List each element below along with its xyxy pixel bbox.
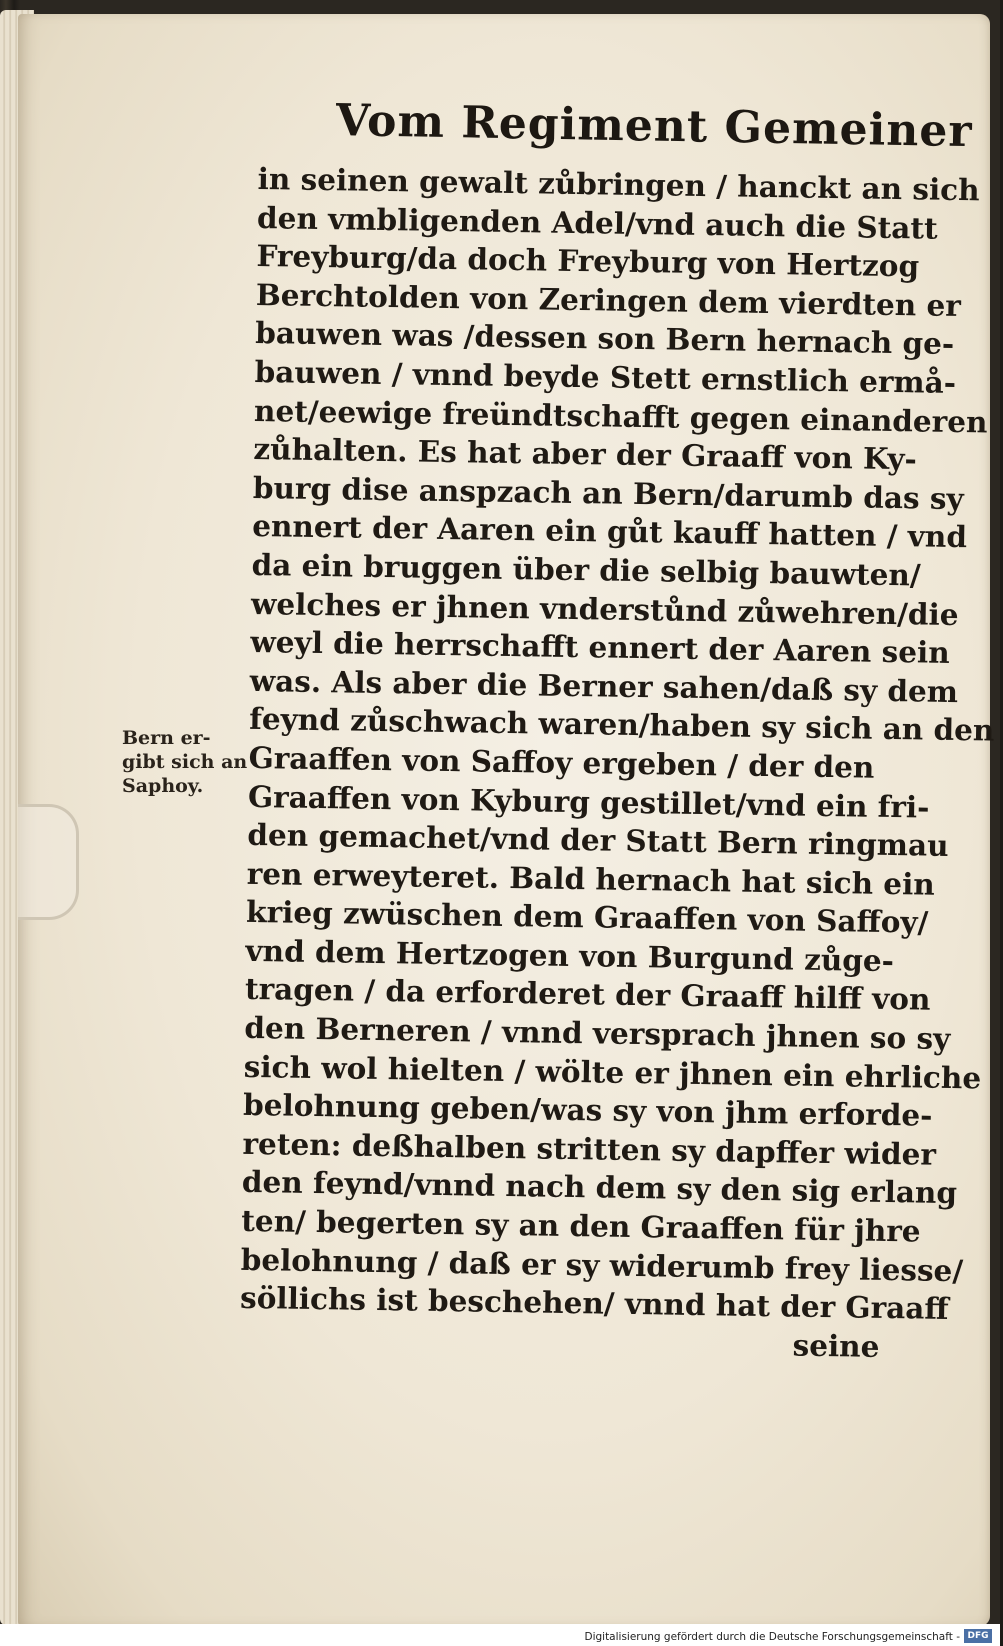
text-line: belohnung geben/was sy von jhm erforde- <box>242 1087 933 1133</box>
marginal-note <box>122 726 252 798</box>
marginal-note-line: gibt sich an <box>122 751 248 773</box>
text-line: ren erweyteret. Bald hernach hat sich ein <box>246 855 936 902</box>
text-line: ten/ begerten sy an den Graaffen für jhre <box>241 1202 921 1249</box>
text-line: bauwen was /dessen son Bern hernach ge- <box>255 315 955 362</box>
text-line: Graaffen von Saffoy ergeben / der den <box>248 739 875 785</box>
text-line: burg dise anspzach an Bern/darumb das sy <box>252 469 964 516</box>
marginal-note-line: Saphoy. <box>122 775 204 797</box>
text-line: krieg zwüschen dem Graaffen von Saffoy/ <box>245 894 929 940</box>
funding-credit: Digitalisierung gefördert durch die Deutsche Forschungsgemeinschaft - <box>584 1631 960 1643</box>
text-line: Freyburg/da doch Freyburg von Hertzog <box>256 238 920 284</box>
text-line: Berchtolden von Zeringen dem vierdten er <box>255 276 962 323</box>
text-line: den vmbligenden Adel/vnd auch die Statt <box>256 199 938 246</box>
marginal-note-line: Bern er- <box>122 727 211 749</box>
dfg-logo: DFG <box>964 1629 992 1643</box>
body-text <box>239 160 995 1367</box>
text-line: tragen / da erforderet der Graaff hilff von <box>244 971 931 1018</box>
text-line: weyl die herrschafft ennert der Aaren sein <box>250 624 950 671</box>
text-line: ennert der Aaren ein gůt kauff hatten / vnd <box>251 508 968 555</box>
text-line: den feynd/vnnd nach dem sy den sig erlang <box>241 1164 958 1211</box>
text-line: sich wol hielten / wölte er jhnen ein ehrliche <box>243 1048 982 1096</box>
bookmark-tab <box>18 804 79 920</box>
text-line: in seinen gewalt zůbringen / hanckt an sich <box>257 160 980 208</box>
text-line: Graaffen von Kyburg gestillet/vnd ein fri- <box>247 778 930 825</box>
text-line: was. Als aber die Berner sahen/daß sy dem <box>249 662 959 709</box>
text-line: welches er jhnen vnderstůnd zůwehren/die <box>250 585 959 632</box>
text-line: bauwen / vnnd beyde Stett ernstlich ermå- <box>254 353 957 400</box>
text-line: den Berneren / vnnd versprach jhnen so sy <box>244 1009 951 1057</box>
text-line: feynd zůschwach waren/haben sy sich an den <box>248 701 995 748</box>
footer-bar <box>0 1624 1000 1646</box>
text-line: net/eewige freündtschafft gegen einanderen <box>253 392 988 440</box>
text-line: reten: deßhalben stritten sy dapffer wider <box>242 1125 937 1172</box>
text-line: belohnung / daß er sy widerumb frey liesse/ <box>240 1241 964 1288</box>
text-line: söllichs ist beschehen/ vnnd hat der Graaff <box>239 1280 949 1327</box>
text-line: vnd dem Hertzogen von Burgund zůge- <box>245 932 895 978</box>
text-line: zůhalten. Es hat aber der Graaff von Ky- <box>253 431 918 477</box>
catchword: seine <box>792 1327 880 1364</box>
text-line: den gemachet/vnd der Statt Bern ringmau <box>247 817 949 864</box>
text-line: da ein bruggen über die selbig bauwten/ <box>251 546 921 593</box>
running-head: Vom Regiment Gemeiner <box>335 95 973 158</box>
